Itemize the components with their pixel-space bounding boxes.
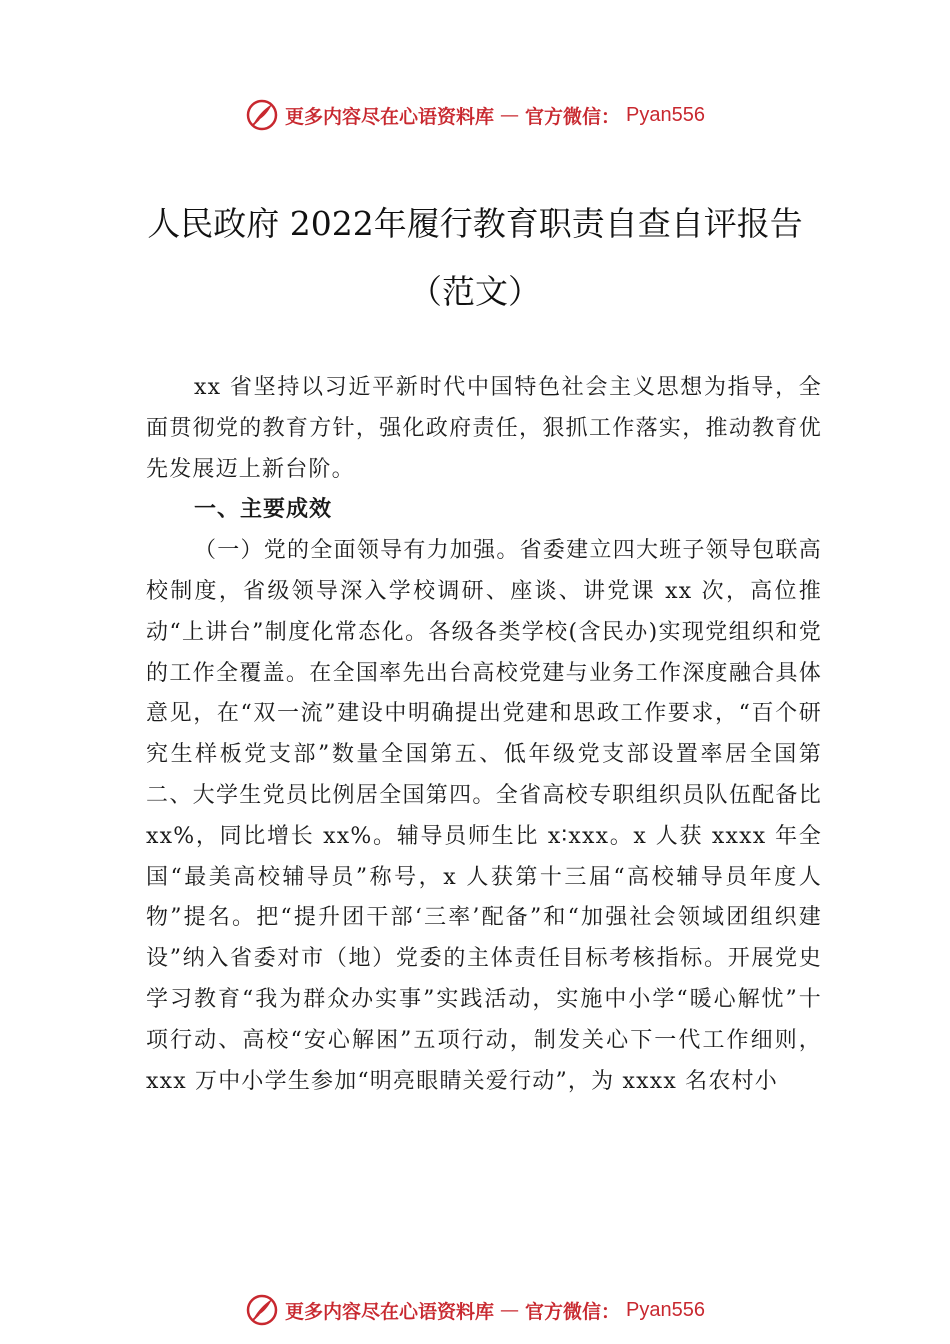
footer-watermark [0, 1290, 950, 1330]
watermark-brand-text: 更多内容尽在心语资料库 [285, 105, 495, 128]
watermark-separator: — [500, 1299, 520, 1321]
document-title: 人民政府 2022年履行教育职责自查自评报告（范文） [147, 204, 803, 311]
watermark-wechat-id: Pyan556 [626, 1298, 705, 1321]
quill-logo-icon [245, 98, 279, 132]
section-heading-main-achievements: 一、主要成效 [194, 497, 333, 523]
watermark-separator: — [500, 104, 520, 126]
quill-logo-icon [245, 1293, 279, 1327]
intro-paragraph: xx 省坚持以习近平新时代中国特色社会主义思想为指导，全面贯彻党的教育方针，强化政府责任，狠抓工作落实，推动教育优先发展迈上新台阶。 [146, 375, 822, 482]
watermark-official-label: 官方微信： [525, 1300, 621, 1323]
document-body [146, 368, 822, 1102]
watermark-wechat-id: Pyan556 [626, 103, 705, 126]
header-watermark [0, 95, 950, 135]
watermark-brand-text: 更多内容尽在心语资料库 [285, 1300, 495, 1323]
section1-paragraph-1: （一）党的全面领导有力加强。省委建立四大班子领导包联高校制度，省级领导深入学校调研、座谈、讲党课 xx 次，高位推动“上讲台”制度化常态化。各级各类学校(含民办)实现党组织和党的工作全覆盖。在全国率先出台高校党建与业务工作深度融合具体意见，在“双一流”建设中明确提出党建和思政工作要求，“百个研究生样板党支部”数量全国第五、低年级党支部设置率居全国第二、大学生党员比例居全国第四。全省高校专职组织员队伍配备比 xx%，同比增长 xx%。辅导员师生比 x∶xxx。x 人获 xxxx 年全国“最美高校辅导员”称号，x 人获第十三届“高校辅导员年度人物”提名。把“提升团干部‘三率’配备”和“加强社会领域团组织建设”纳入省委对市（地）党委的主体责任目标考核指标。开展党史学习教育“我为群众办实事”实践活动，实施中小学“暖心解忧”十项行动、高校“安心解困”五项行动，制发关心下一代工作细则， xxx 万中小学生参加“明亮眼睛关爱行动”，为 xxxx 名农村小 [146, 538, 822, 1094]
watermark-official-label: 官方微信： [525, 105, 621, 128]
